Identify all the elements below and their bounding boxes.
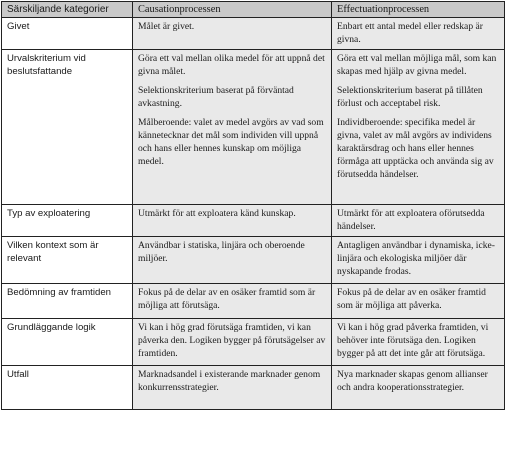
row-category: Bedömning av framtiden: [2, 284, 133, 319]
header-causation: Causationprocessen: [133, 2, 332, 18]
causation-cell: [133, 18, 332, 50]
comparison-table: [1, 1, 505, 410]
row-category: Typ av exploatering: [2, 205, 133, 237]
causation-cell-text: Göra ett val mellan olika medel för att uppnå det givna målet.: [138, 53, 325, 77]
effectuation-cell-text: Individberoende: specifika medel är givna, valet av mål avgörs av individens karaktärsdrag och hans eller hennes förmåga att upptäcka och använda sig av förutsedda händelser.: [337, 117, 494, 180]
causation-cell-text: Målberoende: valet av medel avgörs av vad som kännetecknar det mål som individen vill uppnå och hans eller hennes kunskap om möjliga medel.: [138, 117, 324, 167]
effectuation-cell-text: Enbart ett antal medel eller redskap är givna.: [337, 21, 483, 45]
table-row: [2, 319, 505, 366]
header-category: Särskiljande kategorier: [2, 2, 133, 18]
effectuation-cell-text: Utmärkt för att exploatera oförutsedda händelser.: [337, 208, 485, 232]
effectuation-cell: [332, 284, 505, 319]
causation-cell: [133, 205, 332, 237]
causation-cell-text: Marknadsandel i existerande marknader genom konkurrensstrategier.: [138, 369, 321, 393]
causation-cell-text: Användbar i statiska, linjära och oberoende miljöer.: [138, 240, 305, 264]
causation-cell-text: Selektionskriterium baserat på förväntad avkastning.: [138, 85, 294, 109]
effectuation-cell: [332, 319, 505, 366]
row-category: Grundläggande logik: [2, 319, 133, 366]
effectuation-cell-text: Antagligen användbar i dynamiska, icke-linjära och ekologiska miljöer där nyskapande frodas.: [337, 240, 495, 277]
effectuation-cell-text: Selektionskriterium baserat på tillåten förlust och acceptabel risk.: [337, 85, 483, 109]
causation-cell-text: Målet är givet.: [138, 21, 195, 32]
effectuation-cell-text: Fokus på de delar av en osäker framtid som är möjliga att påverka.: [337, 287, 486, 311]
table-row: [2, 205, 505, 237]
effectuation-cell: [332, 205, 505, 237]
table-body: [2, 18, 505, 410]
header-effectuation: Effectuationprocessen: [332, 2, 505, 18]
causation-cell-text: Vi kan i hög grad förutsäga framtiden, vi kan påverka den. Logiken bygger på förutsägelser av framtiden.: [138, 322, 326, 359]
causation-cell: [133, 366, 332, 410]
table-row: [2, 237, 505, 284]
causation-cell: [133, 237, 332, 284]
table-row: [2, 284, 505, 319]
table-row: [2, 366, 505, 410]
effectuation-cell: [332, 18, 505, 50]
row-category: Urvalskriterium vid beslutsfattande: [2, 50, 133, 205]
causation-cell: [133, 319, 332, 366]
effectuation-cell-text: Nya marknader skapas genom allianser och andra kooperationsstrategier.: [337, 369, 488, 393]
causation-cell-text: Fokus på de delar av en osäker framtid som är möjliga att förutsäga.: [138, 287, 316, 311]
causation-cell-text: Utmärkt för att exploatera känd kunskap.: [138, 208, 296, 219]
effectuation-cell: [332, 366, 505, 410]
table-row: [2, 50, 505, 205]
causation-cell: [133, 284, 332, 319]
effectuation-cell: [332, 50, 505, 205]
effectuation-cell-text: Göra ett val mellan möjliga mål, som kan skapas med hjälp av givna medel.: [337, 53, 497, 77]
header-row: [2, 2, 505, 18]
effectuation-cell: [332, 237, 505, 284]
row-category: Givet: [2, 18, 133, 50]
causation-cell: [133, 50, 332, 205]
row-category: Utfall: [2, 366, 133, 410]
row-category: Vilken kontext som är relevant: [2, 237, 133, 284]
effectuation-cell-text: Vi kan i hög grad påverka framtiden, vi behöver inte förutsäga den. Logiken bygger på att det inte går att förutsäga.: [337, 322, 489, 359]
table-row: [2, 18, 505, 50]
